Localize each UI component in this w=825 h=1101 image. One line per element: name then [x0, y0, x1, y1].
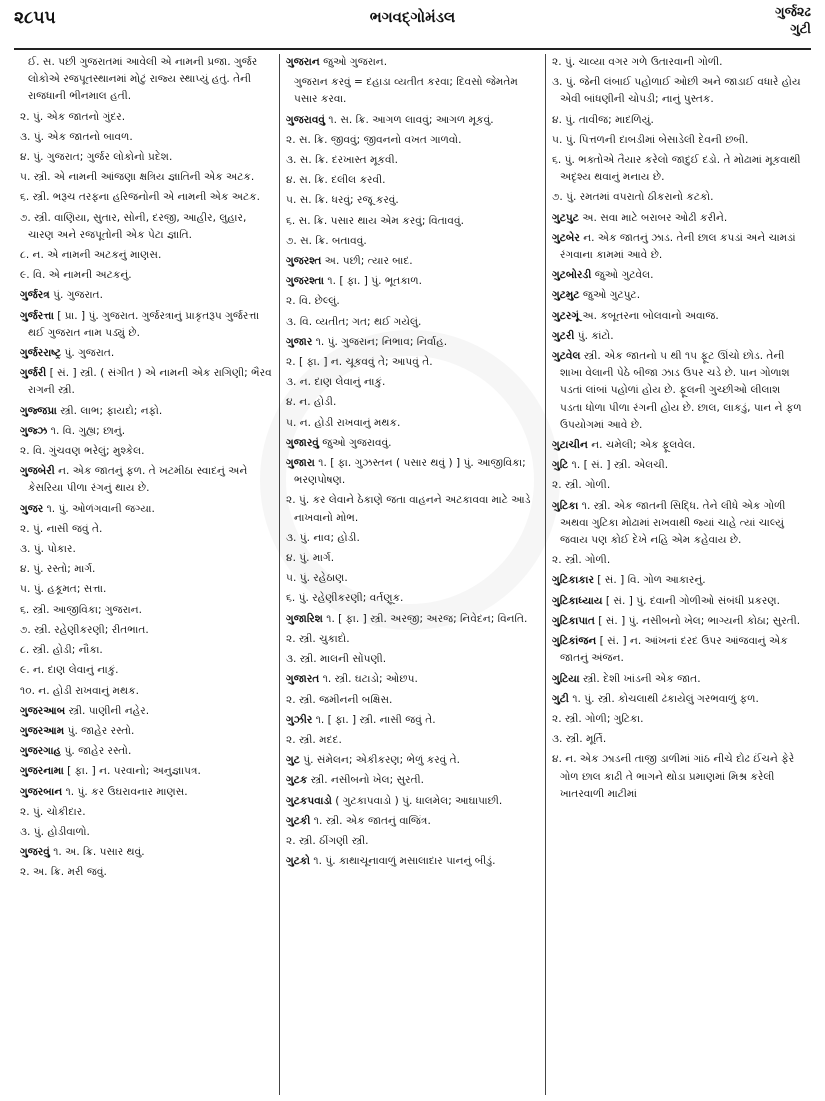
- definition-text: [ ફા. ] ન. પરવાનો; અનુજ્ઞાપત્ર.: [67, 765, 201, 778]
- definition-text: ૯. ન. દાણ લેવાનું નાકું.: [20, 664, 119, 677]
- headword: ગુર્જરત્તા: [20, 309, 54, 322]
- column-left: [14, 54, 279, 1095]
- dictionary-entry: [552, 633, 805, 667]
- sense-line: [20, 189, 273, 206]
- entry-columns: [14, 54, 811, 1095]
- headword: ગુટિકાકાર: [552, 574, 594, 587]
- sense-line: [286, 394, 539, 411]
- headword: ગુજાર: [286, 335, 313, 348]
- definition-text: ૨. પું. નાસી જવું તે.: [20, 522, 103, 535]
- sense-line: [286, 132, 539, 149]
- definition-text: ૮. ન. એ નામની અટકનું માણસ.: [20, 249, 162, 262]
- book-title: ભગવદ્ગોમંડલ: [369, 8, 456, 26]
- sense-line: [286, 152, 539, 169]
- definition-text: ન. ચમેલી; એક ફૂલવેલ.: [591, 439, 696, 452]
- dictionary-entry: [286, 273, 539, 290]
- definition-text: ૨. સ્ત્રી. ગોળી; ગુટિકા.: [552, 712, 644, 725]
- definition-text: ૪. પું. રસ્તો; માર્ગ.: [20, 563, 96, 576]
- dictionary-entry: [286, 712, 539, 729]
- dictionary-entry: [20, 501, 273, 518]
- sense-line: [552, 751, 805, 803]
- headword: ગુટાચીન: [552, 439, 588, 452]
- definition-text: ૨. સ્ત્રી. મદદ.: [286, 733, 342, 746]
- dictionary-entry: [286, 671, 539, 688]
- definition-text: ૧. અ. ક્રિ. પસાર થવું.: [53, 846, 145, 859]
- dictionary-entry: [286, 611, 539, 628]
- dictionary-entry: [20, 403, 273, 420]
- dictionary-entry: [552, 593, 805, 610]
- definition-text: સ્ત્રી. એક જાતનો ૫ થી ૧૫ ફૂટ ઊંચો છોડ. તેની શાખા વેલાની પેઠે બીજા ઝાડ ઉપર ચડે છે. પાન ગોળાશ પડતાં લાંબાં પહોળાં હોય છે. ફૂલની ગુચ્છીઓ લીલાશ પડતા ધોળા પીળા રંગની હોય છે. છાલ, લાકડું, પાન ને ફળ ઉપયોગમાં આવે છે.: [560, 350, 802, 431]
- sense-line: [20, 541, 273, 558]
- headword: ગુજ્જપ્રા: [20, 404, 57, 417]
- definition-text: ૩. પું. હોડીવાળો.: [20, 825, 90, 838]
- sense-line: [286, 415, 539, 432]
- dictionary-entry: [552, 287, 805, 304]
- definition-text: ૧. સ્ત્રી. એક જાતની સિદ્ધિ. તેને લીધે એક ગોળી અથવા ગુટિકા મોઢામાં રાખવાથી જ્યાં ચાહે ત્યાં ચાલ્યું જવાય પણ કોઈ દેખે નહિ એમ કહેવાય છે.: [560, 499, 786, 547]
- definition-text: [ પ્રા. ] પું. ગુજરાત. ગુર્જરત્રાનું પ્રાકૃતરૂપ ગુર્જરત્તા થઈ ગુજરાત નામ પડ્યું છે.: [28, 309, 260, 339]
- dictionary-entry: [20, 743, 273, 760]
- definition-text: ૩. સ. ક્રિ. દરખાસ્ત મૂકવી.: [286, 154, 399, 167]
- definition-text: ૪. પું. માર્ગ.: [286, 552, 335, 565]
- sense-line: [286, 651, 539, 668]
- definition-text: ૨. [ ફા. ] ન. ચૂકવવું તે; આપવું તે.: [286, 356, 433, 369]
- sense-line: [286, 293, 539, 310]
- guide-word-top: ગુર્જ૨ઢ: [775, 5, 811, 20]
- definition-text: ૭. પું. રમતમાં વપરાતો ઠીકરાનો કટકો.: [552, 191, 714, 204]
- sense-line: [20, 864, 273, 881]
- definition-text: ૩. ન. દાણ લેવાનું નાકું.: [286, 376, 386, 389]
- headword: ગુર્જરત્ર: [20, 289, 50, 302]
- definition-text: ૧. પું. કર ઉઘરાવનાર માણસ.: [65, 785, 188, 798]
- sense-line: [552, 552, 805, 569]
- definition-text: ૨. સ્ત્રી. જમીનની બક્ષિસ.: [286, 693, 393, 706]
- sense-line: [286, 530, 539, 547]
- dictionary-entry: [20, 463, 273, 497]
- definition-text: સ્ત્રી. પાણીની નહેર.: [68, 704, 150, 717]
- definition-text: ( ગુટકાપવાડો ) પું. ધાલમેલ; આઘાપાછી.: [335, 794, 503, 807]
- definition-text: ૨. સ. ક્રિ. જીવવું; જીવનનો વખત ગાળવો.: [286, 133, 462, 146]
- column-right: [545, 54, 811, 1095]
- dictionary-entry: [20, 784, 273, 801]
- headword: ગુર્જરરાષ્ટ્ર: [20, 347, 62, 360]
- definition-text: ૫. પું. પિત્તળની દાબડીમાં બેસાડેલી દેવની છબી.: [552, 133, 749, 146]
- definition-text: ૧. [ ફા. ] સ્ત્રી. નાસી જવું તે.: [315, 713, 436, 726]
- dictionary-entry: [286, 455, 539, 489]
- dictionary-entry: [552, 267, 805, 284]
- headword: ગુટકી: [286, 814, 311, 827]
- definition-text: ૧. પું. ગુજરાન; નિભાવ; નિર્વાહ.: [315, 335, 448, 348]
- dictionary-entry: [286, 853, 539, 870]
- definition-text: ૩. સ્ત્રી. મૂર્તિ.: [552, 733, 607, 746]
- guide-words: [775, 4, 811, 38]
- headword: ગુજરવું: [20, 846, 50, 859]
- definition-text: સ્ત્રી. નસીબનો ખેલ; સુરતી.: [310, 774, 425, 787]
- definition-text: ૯. વિ. એ નામની અટકનું.: [20, 269, 132, 282]
- definition-text: ૨. પું. ચાવ્યા વગર ગળે ઉતારવાની ગોળી.: [552, 56, 723, 68]
- dictionary-entry: [20, 763, 273, 780]
- page-header: [14, 4, 811, 50]
- definition-text: ૧. પું. ઓળંગવાની જગ્યા.: [46, 502, 155, 515]
- dictionary-entry: [552, 210, 805, 227]
- definition-text: ૩. પું. જેની લંબાઈ પહોળાઈ ઓછી અને જાડાઈ વધારે હોય એવી બાંધણીની ચોપડી; નાનું પુસ્તક.: [552, 76, 801, 106]
- headword: ગુજારિશ: [286, 612, 323, 625]
- headword: ગુટબોરડી: [552, 269, 592, 282]
- sense-line: [286, 374, 539, 391]
- sense-line: [286, 833, 539, 850]
- sense-line: [286, 314, 539, 331]
- sense-line: [20, 642, 273, 659]
- definition-text: ૧. પું. કાથાચૂનાવાળું મસાલાદાર પાનનું બીડું.: [313, 855, 496, 868]
- sense-line: [20, 602, 273, 619]
- definition-text: ૨. સ્ત્રી. ગોળી.: [552, 554, 611, 567]
- definition-text: ગુજરાન કરવું = દહાડા વ્યતીત કરવા; દિવસો જેમતેમ પસાર કરવા.: [294, 76, 518, 106]
- definition-text: સ્ત્રી. દેશી ખાંડની એક જાત.: [582, 672, 701, 685]
- definition-text: ૪. ન. એક ઝાડની તાજી ડાળીમાં ગાંઠ નીચે દોઢ ઈંચને ફેરે ગોળ છાલ કાઢી તે ભાગને થોડા પ્રમાણમાં મિશ્ર કરેલી ખાતરવાળી માટીમાં: [552, 753, 795, 800]
- sense-line: [286, 354, 539, 371]
- definition-text: ૨. પું. એક જાતનો ગુંદર.: [20, 110, 126, 123]
- definition-text: [ સં. ] પું. નસીબનો ખેલ; ભાગ્યની કોઠા; સુરતી.: [598, 614, 801, 627]
- sense-line: [20, 247, 273, 264]
- headword: ગુજરાન: [286, 56, 320, 68]
- dictionary-entry: [20, 345, 273, 362]
- definition-text: જુઓ ગુટવેલ.: [594, 269, 654, 282]
- sense-line: [552, 54, 805, 71]
- definition-text: ૫. સ્ત્રી. એ નામની આંજણા ક્ષત્રિય જ્ઞાતિની એક અટક.: [20, 171, 255, 184]
- definition-text: ૬. પું. રહેણીકરણી; વર્તણૂક.: [286, 592, 404, 605]
- headword: ગુટી: [552, 692, 569, 705]
- sense-line: [20, 561, 273, 578]
- headword: ગુજર: [20, 502, 44, 515]
- definition-text: ૩. સ્ત્રી. માલની સોંપણી.: [286, 653, 387, 666]
- sense-line: [286, 590, 539, 607]
- sense-line: [20, 210, 273, 244]
- headword: ગુજરગાહ: [20, 745, 62, 758]
- dictionary-entry: [20, 844, 273, 861]
- definition-text: ૧૦. ન. હોડી રાખવાનું મથક.: [20, 684, 140, 697]
- definition-text: ૪. પું. ગુજરાત; ગુર્જર લોકોનો પ્રદેશ.: [20, 151, 173, 164]
- dictionary-entry: [20, 703, 273, 720]
- sense-line: [286, 233, 539, 250]
- sense-line: [20, 804, 273, 821]
- headword: ગુટબેર: [552, 231, 580, 244]
- headword: ગુજ્ઝ: [20, 424, 48, 437]
- sense-line: [552, 132, 805, 149]
- headword: ગુઝીર: [286, 713, 313, 726]
- definition-text: ૫. પું. રહેઠાણ.: [286, 572, 348, 585]
- sense-line: [552, 112, 805, 129]
- definition-text: જુઓ ગુજરાવવું.: [322, 436, 392, 449]
- dictionary-entry: [552, 572, 805, 589]
- definition-text: ૬. પું. ભક્તોએ તૈયાર કરેલો જાદુઈ દડો. તે મોઢામાં મૂકવાથી અદૃશ્ય થવાનું મનાય છે.: [552, 154, 801, 184]
- sense-line: [286, 570, 539, 587]
- sense-line: [20, 683, 273, 700]
- dictionary-entry: [286, 112, 539, 129]
- headword: ગુટિકા: [552, 499, 579, 512]
- column-middle: [279, 54, 545, 1095]
- dictionary-entry: [20, 423, 273, 440]
- headword: ગુટરી: [552, 329, 575, 342]
- headword: ગુટકો: [286, 855, 311, 868]
- definition-text: ૭. સ્ત્રી. રહેણીકરણી; રીતભાત.: [20, 623, 149, 636]
- definition-text: અ. પછી; ત્યાર બાદ.: [324, 255, 413, 268]
- definition-text: ૨. પું. ચોકીદાર.: [20, 805, 86, 818]
- dictionary-entry: [552, 671, 805, 688]
- definition-text: [ સં. ] સ્ત્રી. ( સંગીત ) એ નામની એક રાગિણી; ભૈરવ રાગની સ્ત્રી.: [28, 367, 272, 397]
- dictionary-entry: [286, 334, 539, 351]
- dictionary-entry: [552, 308, 805, 325]
- headword: ગુજરઆમ: [20, 724, 65, 737]
- sense-line: [286, 732, 539, 749]
- dictionary-entry: [286, 793, 539, 810]
- definition-text: ૩. પું. એક જાતનો બાવળ.: [20, 130, 133, 143]
- sense-line: [286, 172, 539, 189]
- headword: ગુજારવું: [286, 436, 319, 449]
- dictionary-entry: [286, 253, 539, 270]
- headword: ગુટરગૂં: [552, 309, 580, 322]
- dictionary-entry: [552, 230, 805, 264]
- headword: ગુજારા: [286, 457, 315, 470]
- dictionary-entry: [552, 613, 805, 630]
- headword: ગુટિકાપાત: [552, 614, 595, 627]
- definition-text: ૧. [ સં. ] સ્ત્રી. એલચી.: [571, 459, 669, 472]
- definition-text: [ સં. ] ન. આંખનાં દરદ ઉપર આંજવાનું એક જાતનું અંજન.: [560, 635, 788, 665]
- headword: ગુટવેલ: [552, 350, 581, 363]
- dictionary-entry: [286, 752, 539, 769]
- sense-line: [286, 74, 539, 108]
- definition-text: ૨. વિ. છેલ્લું.: [286, 295, 340, 308]
- dictionary-entry: [552, 437, 805, 454]
- definition-text: સ્ત્રી. લાભ; ફાયદો; નફો.: [60, 404, 163, 417]
- definition-text: જુઓ ગુજરાન.: [323, 56, 388, 68]
- sense-line: [286, 692, 539, 709]
- sense-line: [286, 550, 539, 567]
- definition-text: પું. જાહેર રસ્તો.: [64, 745, 132, 758]
- definition-text: [ સં. ] વિ. ગોળ આકારનું.: [597, 574, 706, 587]
- headword: ગુજરઆબ: [20, 704, 66, 717]
- definition-text: ૧. સ. ક્રિ. આગળ લાવવું; આગળ મૂકવું.: [328, 113, 494, 126]
- sense-line: [20, 581, 273, 598]
- definition-text: ૮. સ્ત્રી. હોડી; નૌકા.: [20, 644, 103, 657]
- sense-line: [286, 192, 539, 209]
- sense-line: [20, 129, 273, 146]
- headword: ગુટક: [286, 774, 308, 787]
- dictionary-entry: [286, 772, 539, 789]
- dictionary-entry: [552, 328, 805, 345]
- definition-text: પું. કાંટો.: [577, 329, 614, 342]
- sense-line: [552, 711, 805, 728]
- headword: ગુજરબાન: [20, 785, 63, 798]
- definition-text: પું. જાહેર રસ્તો.: [67, 724, 135, 737]
- sense-line: [552, 74, 805, 108]
- definition-text: ૧. સ્ત્રી. એક જાતનું વાજિંત્ર.: [313, 814, 431, 827]
- definition-text: પું. ગુજરાત.: [64, 347, 115, 360]
- definition-text: ૩. પું. પોકાર.: [20, 543, 76, 556]
- definition-text: ૨. સ્ત્રી. ઠીંગણી સ્ત્રી.: [286, 834, 369, 847]
- sense-line: [20, 149, 273, 166]
- sense-line: [20, 824, 273, 841]
- definition-text: પું. ગુજરાત.: [53, 289, 103, 302]
- definition-text: અ. સવા માટે બરાબર ઓઢી કરીને.: [582, 211, 728, 224]
- definition-text: ૫. સ. ક્રિ. ધરવું; રજૂ કરવું.: [286, 194, 399, 207]
- headword: ગુટિકાધ્યાય: [552, 594, 603, 607]
- dictionary-entry: [286, 813, 539, 830]
- headword: ગુજરાવવું: [286, 113, 326, 126]
- dictionary-entry: [552, 348, 805, 434]
- dictionary-entry: [20, 723, 273, 740]
- dictionary-entry: [20, 365, 273, 399]
- definition-text: ૨. અ. ક્રિ. મરી જવું.: [20, 866, 107, 879]
- definition-text: ૫. પું. હકૂમત; સત્તા.: [20, 583, 107, 596]
- definition-text: ન. એક જાતનું ઝાડ. તેની છાલ કપડાં અને ચામડાં રંગવાના કામમાં આવે છે.: [560, 231, 796, 262]
- sense-line: [20, 267, 273, 284]
- definition-text: ૧. [ ફા. ગુઝસ્તન ( પસાર થવું ) ] પું. આજીવિકા; ભરણપોષણ.: [294, 457, 526, 487]
- headword: ગુટિકાંજન: [552, 635, 597, 648]
- definition-text: ૬. સ્ત્રી. આજીવિકા; ગુજરાન.: [20, 603, 142, 616]
- definition-text: ૨. પું. કર લેવાને ઠેકાણે જતા વાહનને અટકાવવા માટે આડે નાખવાનો મોભ.: [286, 494, 531, 524]
- sense-line: [286, 631, 539, 648]
- definition-text: ૩. પું. નાવ; હોડી.: [286, 531, 360, 544]
- definition-text: ૨. સ્ત્રી. ચુકાદો.: [286, 632, 350, 645]
- sense-line: [20, 109, 273, 126]
- sense-line: [552, 152, 805, 186]
- dictionary-entry: [286, 435, 539, 452]
- headword: ગુટિ: [552, 459, 569, 472]
- headword: ગુટપુટ: [552, 211, 579, 224]
- definition-text: ૧. [ ફા. ] પું. ભૂતકાળ.: [327, 275, 423, 288]
- sense-line: [552, 477, 805, 494]
- sense-line: [20, 54, 273, 106]
- headword: ગુજારત: [286, 673, 320, 686]
- headword: ગુજરશ્ત: [286, 255, 322, 268]
- definition-text: જુઓ ગુટપુટ.: [582, 289, 641, 302]
- definition-text: અ. કબૂતરના બોલવાનો અવાજ.: [582, 309, 719, 322]
- sense-line: [20, 662, 273, 679]
- definition-text: ૪. પું. તાવીજ; માદળિયું.: [552, 113, 654, 126]
- definition-text: ૬. સ. ક્રિ. પસાર થાય એમ કરવું; વિતાવવું.: [286, 214, 464, 227]
- definition-text: ૭. સ્ત્રી. વાણિયા, સુતાર, સોની, દરજી, આહીર, લુહાર, ચારણ અને રજપૂતોની એક પેટા જ્ઞાતિ.: [20, 211, 247, 241]
- definition-text: ૨. વિ. ગુંચવણ ભરેલું; મુશ્કેલ.: [20, 445, 145, 458]
- definition-text: ન. એક જાતનું ફળ. તે ખટમીઠા સ્વાદનું અને કેસરિયા પીળા રંગનું થાય છે.: [28, 465, 248, 495]
- sense-line: [552, 731, 805, 748]
- definition-text: પું. સંમેલન; એકીકરણ; ભેળું કરવું તે.: [303, 754, 461, 767]
- definition-text: [ સં. ] પું. દવાની ગોળીઓ સંબંધી પ્રકરણ.: [605, 594, 781, 607]
- headword: ગુજબેરી: [20, 465, 55, 478]
- dictionary-entry: [20, 308, 273, 342]
- definition-text: ૩. વિ. વ્યતીત; ગત; થઈ ગયેલું.: [286, 315, 422, 328]
- guide-word-bottom: ગુટી: [790, 22, 811, 37]
- headword: ગુટકપવાડો: [286, 794, 332, 807]
- dictionary-entry: [552, 498, 805, 550]
- dictionary-entry: [552, 691, 805, 708]
- headword: ગુજરશ્તા: [286, 275, 325, 288]
- definition-text: ઈ. સ. પછી ગુજરાતમાં આવેલી એ નામની પ્રજા. ગુર્જર લોકોએ રજપૂતસ્થાનમાં મોટું રાજ્ય સ્થાપ્યું હતું. તેની રાજધાની ભીનમાલ હતી.: [28, 56, 258, 103]
- page-number: ૨૮૫૫: [14, 8, 56, 28]
- definition-text: ૧. [ ફા. ] સ્ત્રી. અરજી; અરજ; નિવેદન; વિનતિ.: [326, 612, 528, 625]
- definition-text: ૧. સ્ત્રી. ઘટાડો; ઓછપ.: [322, 673, 418, 686]
- definition-text: ૭. સ. ક્રિ. બતાવવું.: [286, 234, 367, 247]
- definition-text: ૧. વિ. ગુહ્ય; છાનું.: [50, 424, 126, 437]
- definition-text: ૪. ન. હોડી.: [286, 396, 337, 409]
- sense-line: [286, 492, 539, 526]
- headword: ગુટિયા: [552, 672, 580, 685]
- dictionary-entry: [286, 54, 539, 71]
- headword: ગુટ: [286, 754, 300, 767]
- definition-text: ૬. સ્ત્રી. ભરૂચ તરફના હરિજનોની એ નામની એક અટક.: [20, 191, 261, 204]
- sense-line: [20, 443, 273, 460]
- sense-line: [20, 521, 273, 538]
- definition-text: ૨. સ્ત્રી. ગોળી.: [552, 479, 611, 492]
- sense-line: [20, 169, 273, 186]
- sense-line: [552, 189, 805, 206]
- headword: ગુર્જરી: [20, 367, 47, 380]
- definition-text: ૧. પું. સ્ત્રી. કોચલાથી ઢંકાયેલું ગરભવાળું ફળ.: [572, 692, 759, 705]
- definition-text: ૫. ન. હોડી રાખવાનું મથક.: [286, 416, 401, 429]
- definition-text: ૪. સ. ક્રિ. દલીલ કરવી.: [286, 174, 386, 187]
- dictionary-entry: [552, 457, 805, 474]
- headword: ગુજરનામા: [20, 765, 64, 778]
- headword: ગુટમુટ: [552, 289, 580, 302]
- sense-line: [20, 622, 273, 639]
- dictionary-entry: [20, 287, 273, 304]
- sense-line: [286, 213, 539, 230]
